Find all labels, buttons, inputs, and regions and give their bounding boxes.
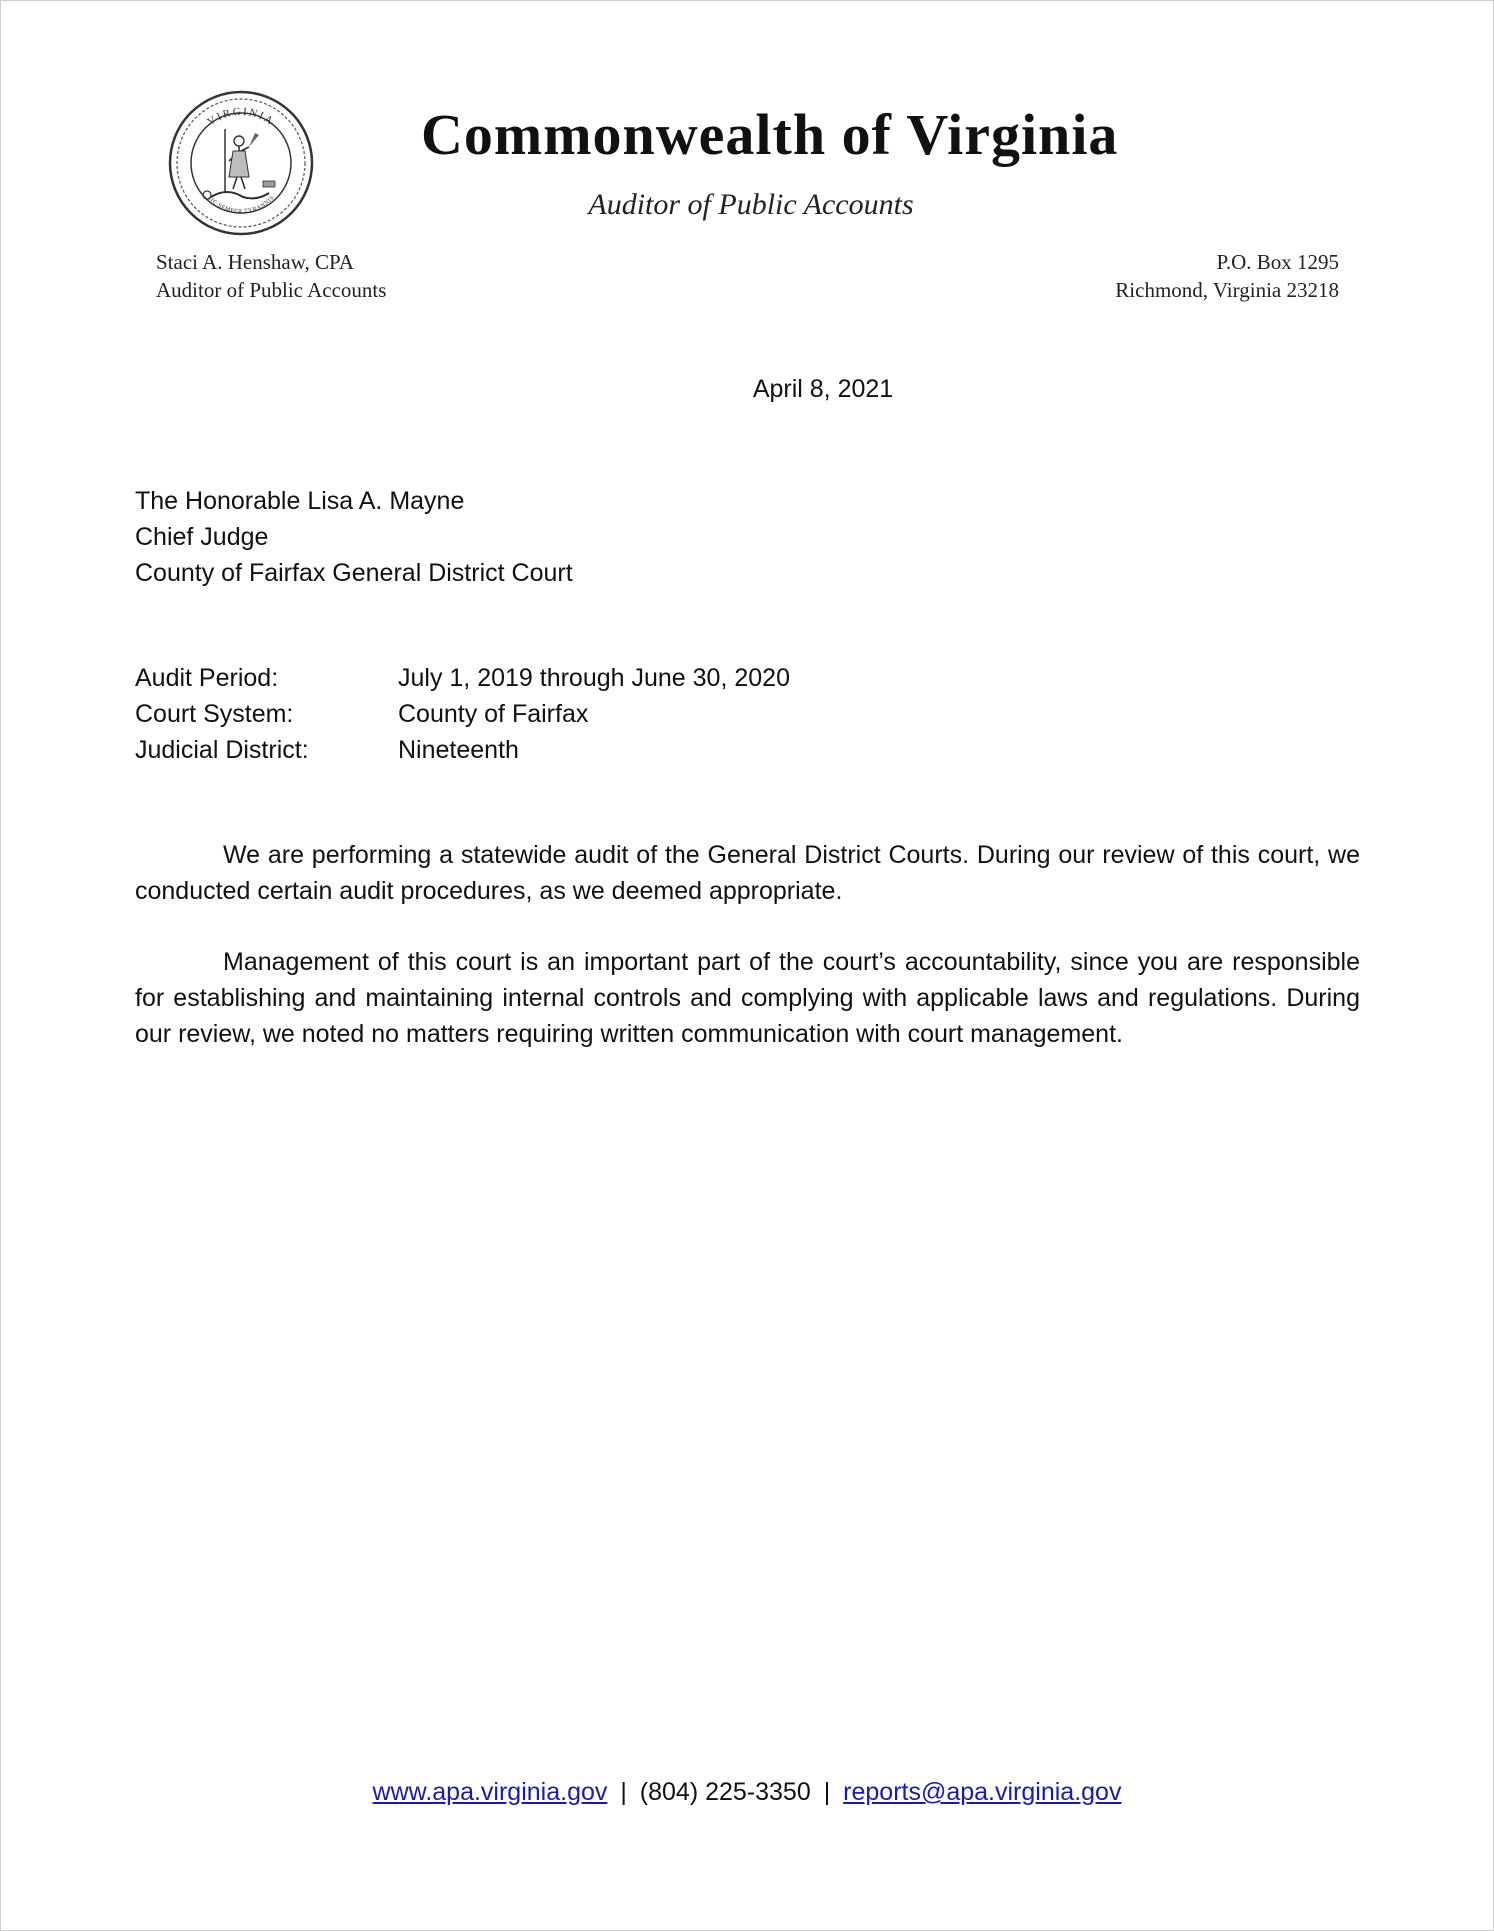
footer-separator: | xyxy=(823,1778,831,1806)
address-line-2: Richmond, Virginia 23218 xyxy=(1115,278,1339,302)
svg-text:SIC SEMPER TYRANNIS: SIC SEMPER TYRANNIS xyxy=(206,194,276,216)
detail-value: Nineteenth xyxy=(398,736,519,764)
website-link[interactable]: www.apa.virginia.gov xyxy=(372,1778,608,1806)
footer-separator: | xyxy=(620,1778,627,1806)
auditor-name: Staci A. Henshaw, CPA xyxy=(156,250,354,274)
detail-label: Audit Period: xyxy=(135,664,279,692)
detail-row xyxy=(135,660,790,696)
virginia-seal-logo xyxy=(167,89,315,237)
detail-value: County of Fairfax xyxy=(398,700,589,728)
svg-text:VIRGINIA: VIRGINIA xyxy=(205,105,277,129)
detail-row xyxy=(135,696,790,732)
detail-row xyxy=(135,732,790,768)
addressee-block xyxy=(135,483,573,591)
phone-number: (804) 225-3350 xyxy=(639,1778,811,1806)
office-address-block xyxy=(1115,248,1339,304)
audit-details xyxy=(135,660,790,768)
body-paragraph: Management of this court is an important part of the court’s accountability, since you are responsible for establishing and maintaining internal controls and complying with applicable laws and regulations. During our review, we noted no matters requiring written communication with court management. xyxy=(135,948,1360,1048)
letter-date: April 8, 2021 xyxy=(752,375,894,403)
letter-footer xyxy=(1,1778,1493,1807)
detail-value: July 1, 2019 through June 30, 2020 xyxy=(398,664,790,692)
auditor-signature-block xyxy=(156,248,386,304)
addressee-title: Chief Judge xyxy=(135,523,269,551)
detail-label: Judicial District: xyxy=(135,736,309,764)
letterhead-subtitle: Auditor of Public Accounts xyxy=(588,188,914,221)
email-link[interactable]: reports@apa.virginia.gov xyxy=(843,1778,1122,1806)
letterhead-title: Commonwealth of Virginia xyxy=(421,102,1119,167)
address-line-1: P.O. Box 1295 xyxy=(1216,250,1339,274)
body-paragraph: We are performing a statewide audit of the General District Courts. During our review of this court, we conducted certain audit procedures, as we deemed appropriate. xyxy=(135,841,1360,905)
addressee-name: The Honorable Lisa A. Mayne xyxy=(135,487,465,515)
detail-label: Court System: xyxy=(135,700,294,728)
auditor-title: Auditor of Public Accounts xyxy=(156,278,387,302)
addressee-court: County of Fairfax General District Court xyxy=(135,559,573,587)
